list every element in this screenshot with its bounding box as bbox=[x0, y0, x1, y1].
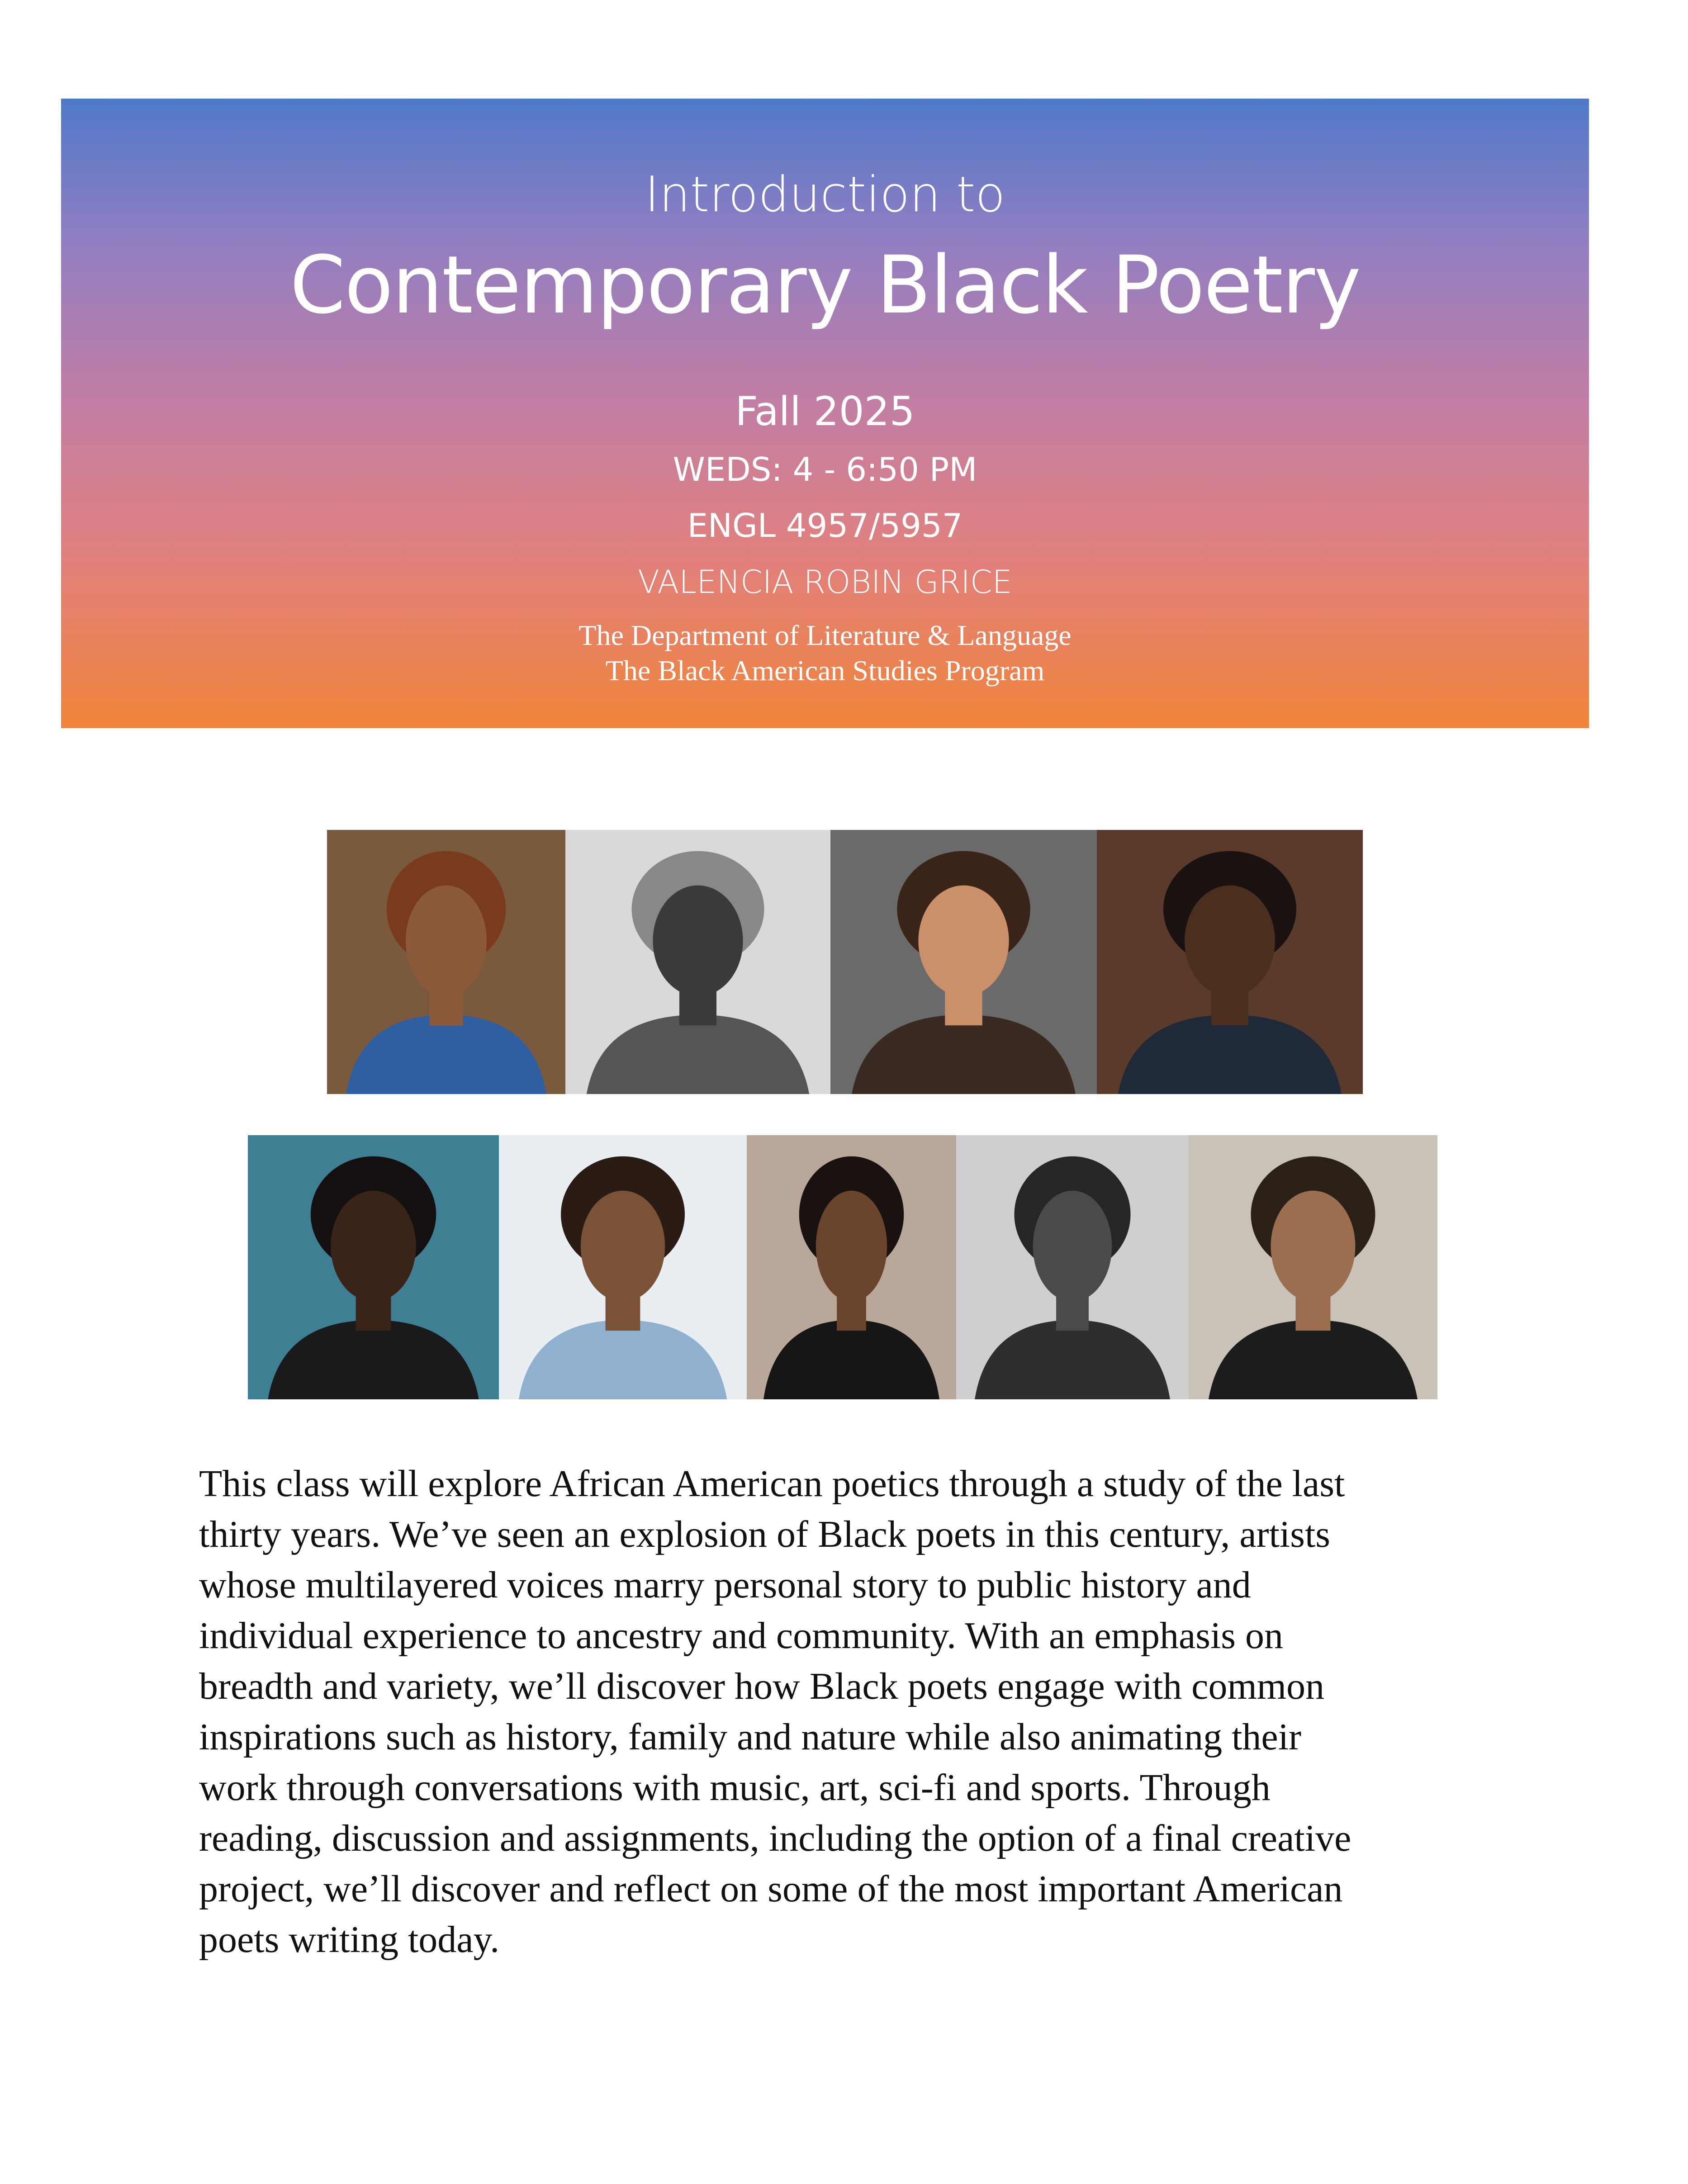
portrait-graphic bbox=[956, 1135, 1189, 1399]
portrait-graphic bbox=[499, 1135, 747, 1399]
course-description bbox=[199, 1459, 1520, 1965]
portrait-face bbox=[653, 886, 743, 996]
portrait-graphic bbox=[327, 830, 565, 1094]
description-line: This class will explore African American poetics through a study of the last bbox=[199, 1463, 1345, 1505]
course-intro: Introduction to bbox=[645, 166, 1005, 223]
poet-portrait-6 bbox=[499, 1135, 747, 1399]
description-line: work through conversations with music, art, sci-fi and sports. Through bbox=[199, 1767, 1271, 1809]
poet-portrait-2 bbox=[565, 830, 830, 1094]
poet-portrait-3 bbox=[830, 830, 1097, 1094]
course-banner bbox=[61, 99, 1589, 728]
course-title: Contemporary Black Poetry bbox=[289, 239, 1361, 332]
portrait-face bbox=[918, 886, 1009, 996]
poet-photo-row-2 bbox=[248, 1135, 1437, 1399]
poet-portrait-9 bbox=[1189, 1135, 1437, 1399]
portrait-face bbox=[406, 886, 487, 996]
description-line: thirty years. We’ve seen an explosion of Black poets in this century, artists bbox=[199, 1513, 1330, 1555]
poet-photo-row-1 bbox=[327, 830, 1363, 1094]
poet-portrait-4 bbox=[1097, 830, 1363, 1094]
course-number: ENGL 4957/5957 bbox=[687, 507, 963, 545]
portrait-graphic bbox=[830, 830, 1097, 1094]
description-line: whose multilayered voices marry personal story to public history and bbox=[199, 1564, 1251, 1606]
portrait-face bbox=[581, 1191, 665, 1302]
portrait-face bbox=[816, 1191, 887, 1302]
portrait-graphic bbox=[565, 830, 830, 1094]
program-name: The Black American Studies Program bbox=[605, 654, 1045, 687]
course-instructor: VALENCIA ROBIN GRICE bbox=[637, 564, 1012, 601]
poet-portrait-5 bbox=[248, 1135, 499, 1399]
portrait-face bbox=[331, 1191, 416, 1302]
portrait-graphic bbox=[248, 1135, 499, 1399]
poet-portrait-1 bbox=[327, 830, 565, 1094]
description-line: poets writing today. bbox=[199, 1919, 500, 1961]
portrait-graphic bbox=[1097, 830, 1363, 1094]
description-line: breadth and variety, we’ll discover how Black poets engage with common bbox=[199, 1665, 1325, 1707]
description-line: reading, discussion and assignments, including the option of a final creative bbox=[199, 1817, 1351, 1859]
poet-portrait-7 bbox=[747, 1135, 956, 1399]
department-name: The Department of Literature & Language bbox=[578, 619, 1072, 651]
portrait-graphic bbox=[1189, 1135, 1437, 1399]
portrait-face bbox=[1271, 1191, 1356, 1302]
description-line: inspirations such as history, family and nature while also animating their bbox=[199, 1716, 1302, 1758]
portrait-graphic bbox=[747, 1135, 956, 1399]
portrait-face bbox=[1185, 886, 1275, 996]
description-line: project, we’ll discover and reflect on some of the most important American bbox=[199, 1868, 1343, 1910]
course-schedule: WEDS: 4 - 6:50 PM bbox=[673, 450, 977, 488]
portrait-face bbox=[1033, 1191, 1112, 1302]
course-term: Fall 2025 bbox=[735, 388, 915, 435]
description-line: individual experience to ancestry and community. With an emphasis on bbox=[199, 1615, 1283, 1657]
poet-portrait-8 bbox=[956, 1135, 1189, 1399]
